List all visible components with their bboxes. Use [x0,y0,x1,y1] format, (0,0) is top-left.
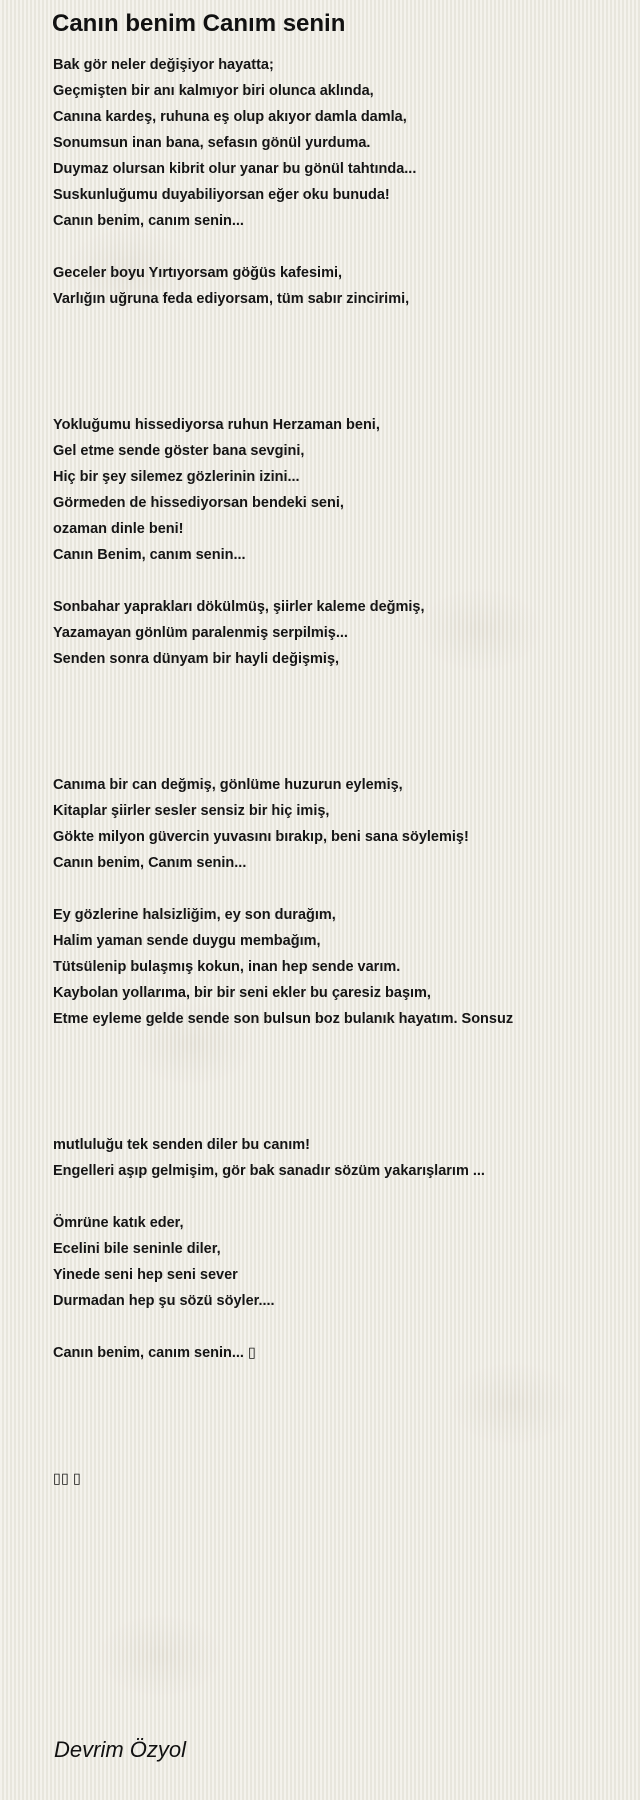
stanza [53,1210,623,1314]
poem-line: Canın benim, canım senin... ▯ [53,1345,256,1361]
stanza [53,772,623,876]
poem-line: Halim yaman sende duygu membağım, [53,933,321,949]
stanza-spacer [53,1184,623,1210]
stanza-spacer [53,876,623,902]
stanza [53,594,623,672]
stanza-spacer [53,672,623,772]
poem-line: Senden sonra dünyam bir hayli değişmiş, [53,651,340,667]
poem-line: Etme eyleme gelde sende son bulsun boz bulanık hayatım. Sonsuz [53,1011,514,1027]
poem-line: Suskunluğumu duyabiliyorsan eğer oku bunuda! [53,187,390,203]
poem-line: Durmadan hep şu sözü söyler.... [53,1293,275,1309]
poem-line: Engelleri aşıp gelmişim, gör bak sanadır sözüm yakarışlarım ... [53,1163,485,1179]
poem-title: Canın benim Canım senin [52,10,346,37]
poem-line: Sonbahar yaprakları dökülmüş, şiirler kaleme değmiş, [53,599,425,615]
stanza [53,1340,623,1366]
stanza-spacer [53,1366,623,1466]
poem-line: Hiç bir şey silemez gözlerinin izini... [53,469,300,485]
stanza [53,1132,623,1184]
poem-line: Varlığın uğruna feda ediyorsam, tüm sabır zincirimi, [53,291,410,307]
poem-line: Gel etme sende göster bana sevgini, [53,443,305,459]
stanza-spacer [53,568,623,594]
poem-body [53,52,623,1492]
stanza [53,1466,623,1492]
poem-line: Canın Benim, canım senin... [53,547,246,563]
poem-line: Görmeden de hissediyorsan bendeki seni, [53,495,344,511]
poem-line: Yinede seni hep seni sever [53,1267,238,1283]
stanza-spacer [53,1032,623,1132]
poem-line: Yazamayan gönlüm paralenmiş serpilmiş... [53,625,348,641]
author-signature: Devrim Özyol [54,1737,187,1762]
poem-line: Bak gör neler değişiyor hayatta; [53,57,274,73]
poem-line: Gökte milyon güvercin yuvasını bırakıp, beni sana söylemiş! [53,829,469,845]
poem-line: ozaman dinle beni! [53,521,184,537]
poem-line: Canın benim, canım senin... [53,213,244,229]
poem-line: Sonumsun inan bana, sefasın gönül yurduma. [53,135,371,151]
poem-line: Duymaz olursan kibrit olur yanar bu gönül tahtında... [53,161,417,177]
poem-line: Canına kardeş, ruhuna eş olup akıyor damla damla, [53,109,407,125]
poem-line: mutluluğu tek senden diler bu canım! [53,1137,310,1153]
poem-line: ▯▯ ▯ [53,1471,81,1487]
poem-line: Tütsülenip bulaşmış kokun, inan hep sende varım. [53,959,401,975]
poem-line: Geçmişten bir anı kalmıyor biri olunca aklında, [53,83,374,99]
stanza-spacer [53,1314,623,1340]
stanza [53,902,623,1032]
poem-line: Geceler boyu Yırtıyorsam göğüs kafesimi, [53,265,343,281]
poem-line: Kitaplar şiirler sesler sensiz bir hiç imiş, [53,803,330,819]
poem-line: Canın benim, Canım senin... [53,855,247,871]
stanza-spacer [53,312,623,412]
poem-line: Kaybolan yollarıma, bir bir seni ekler bu çaresiz başım, [53,985,431,1001]
stanza [53,412,623,568]
poem-line: Ey gözlerine halsizliğim, ey son durağım, [53,907,336,923]
stanza [53,260,623,312]
stanza-spacer [53,234,623,260]
stanza [53,52,623,234]
poem-line: Ömrüne katık eder, [53,1215,184,1231]
poem-line: Canıma bir can değmiş, gönlüme huzurun eylemiş, [53,777,403,793]
poem-line: Ecelini bile seninle diler, [53,1241,221,1257]
poem-line: Yokluğumu hissediyorsa ruhun Herzaman beni, [53,417,380,433]
